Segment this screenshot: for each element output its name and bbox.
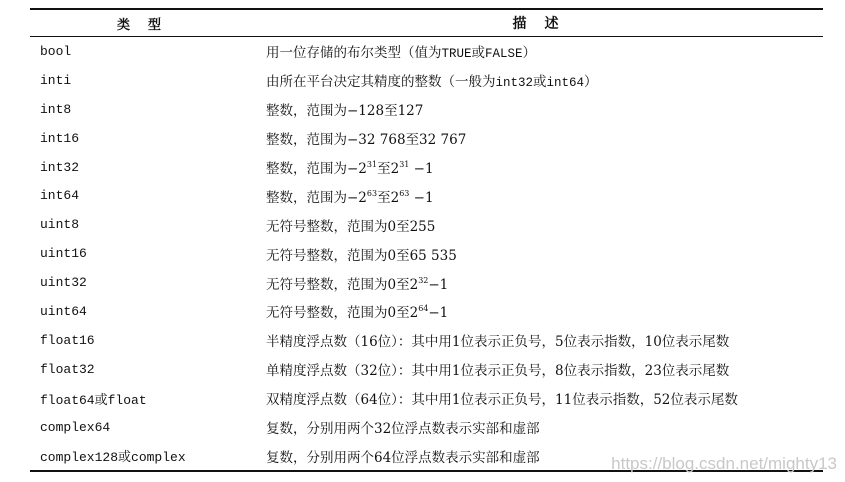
type-cell: complex64 [40,419,111,435]
description-text: TRUE [441,47,472,62]
table-row [30,384,823,413]
description-text: 至2 [377,161,400,177]
description-text: 或 [471,45,486,62]
table-row [30,153,823,182]
description-cell [266,244,823,264]
description-cell [266,99,823,119]
type-cell: uint8 [40,217,80,233]
type-cell: uint32 [40,275,87,291]
description-cell [266,388,823,408]
superscript-exponent: 63 [399,188,410,198]
type-cell: float16 [40,332,95,348]
header-description: 描述 [512,16,577,32]
description-text: 或 [533,74,547,91]
table-row [30,37,823,66]
superscript-exponent: 64 [418,304,429,314]
description-text: int64 [546,76,585,91]
description-text: 复数，分别用两个32位浮点数表示实部和虚部 [266,421,540,438]
type-cell: int64 [40,188,80,204]
data-types-table [30,8,823,472]
table-row [30,355,823,384]
description-text: 无符号整数，范围为0至65 535 [266,247,457,264]
superscript-exponent: 32 [418,275,429,285]
table-row [30,268,823,297]
type-cell: float64或float [40,392,147,408]
description-text: 整数，范围为−128至127 [266,103,424,120]
table-row [30,297,823,326]
type-cell: int32 [40,159,80,175]
type-cell: bool [40,43,72,59]
description-text: FALSE [485,47,523,62]
description-text: 无符号整数，范围为0至2 [266,305,419,322]
description-text: −1 [428,276,449,293]
description-cell [266,186,823,206]
type-cell: int16 [40,130,80,146]
description-text: −1 [428,305,449,322]
description-cell [266,273,823,293]
type-cell: float32 [40,361,95,377]
description-text: 单精度浮点数（32位）：其中用1位表示正负号，8位表示指数，23位表示尾数 [266,363,730,380]
description-text: ） [584,74,598,91]
description-cell [266,330,823,350]
type-cell: complex128或complex [40,450,186,466]
description-text: 无符号整数，范围为0至2 [266,276,419,293]
type-cell: uint16 [40,246,87,262]
table-body [30,37,823,470]
table-row [30,326,823,355]
watermark: https://blog.csdn.net/mighty13 [611,454,837,473]
table-row [30,95,823,124]
description-cell [266,301,823,321]
type-cell: int8 [40,101,72,117]
header-type: 类型 [116,17,179,33]
table-row [30,413,823,442]
table-row [30,66,823,95]
description-text: int32 [495,76,534,91]
table-row [30,210,823,239]
description-text: 至2 [377,189,400,206]
description-cell [266,41,823,61]
description-cell [266,417,823,437]
description-text: 整数，范围为−2 [266,189,367,206]
superscript-exponent: 31 [399,160,410,169]
description-text: 双精度浮点数（64位）：其中用1位表示正负号，11位表示指数，52位表示尾数 [266,392,738,409]
description-cell [266,128,823,148]
description-text: 复数，分别用两个64位浮点数表示实部和虚部 [266,449,540,466]
table-row [30,239,823,268]
description-text: −1 [409,161,434,177]
superscript-exponent: 31 [366,160,378,169]
superscript-exponent: 63 [366,188,378,198]
table-row [30,181,823,210]
description-text: 整数，范围为−32 768至32 767 [266,132,467,149]
description-cell [266,70,823,90]
type-cell: uint64 [40,303,87,319]
description-cell [266,359,823,379]
description-text: 半精度浮点数（16位）：其中用1位表示正负号，5位表示指数，10位表示尾数 [266,334,730,351]
description-text: 用一位存储的布尔类型（值为 [266,45,442,62]
table-row [30,124,823,153]
description-cell [266,157,823,177]
description-text: 整数，范围为−2 [266,161,367,177]
description-text: 无符号整数，范围为0至255 [266,218,436,235]
description-cell [266,215,823,235]
table-header [30,10,823,37]
description-text: −1 [409,189,434,206]
description-text: 由所在平台决定其精度的整数（一般为 [266,74,496,91]
description-text: ） [522,45,537,62]
type-cell: inti [40,72,72,88]
